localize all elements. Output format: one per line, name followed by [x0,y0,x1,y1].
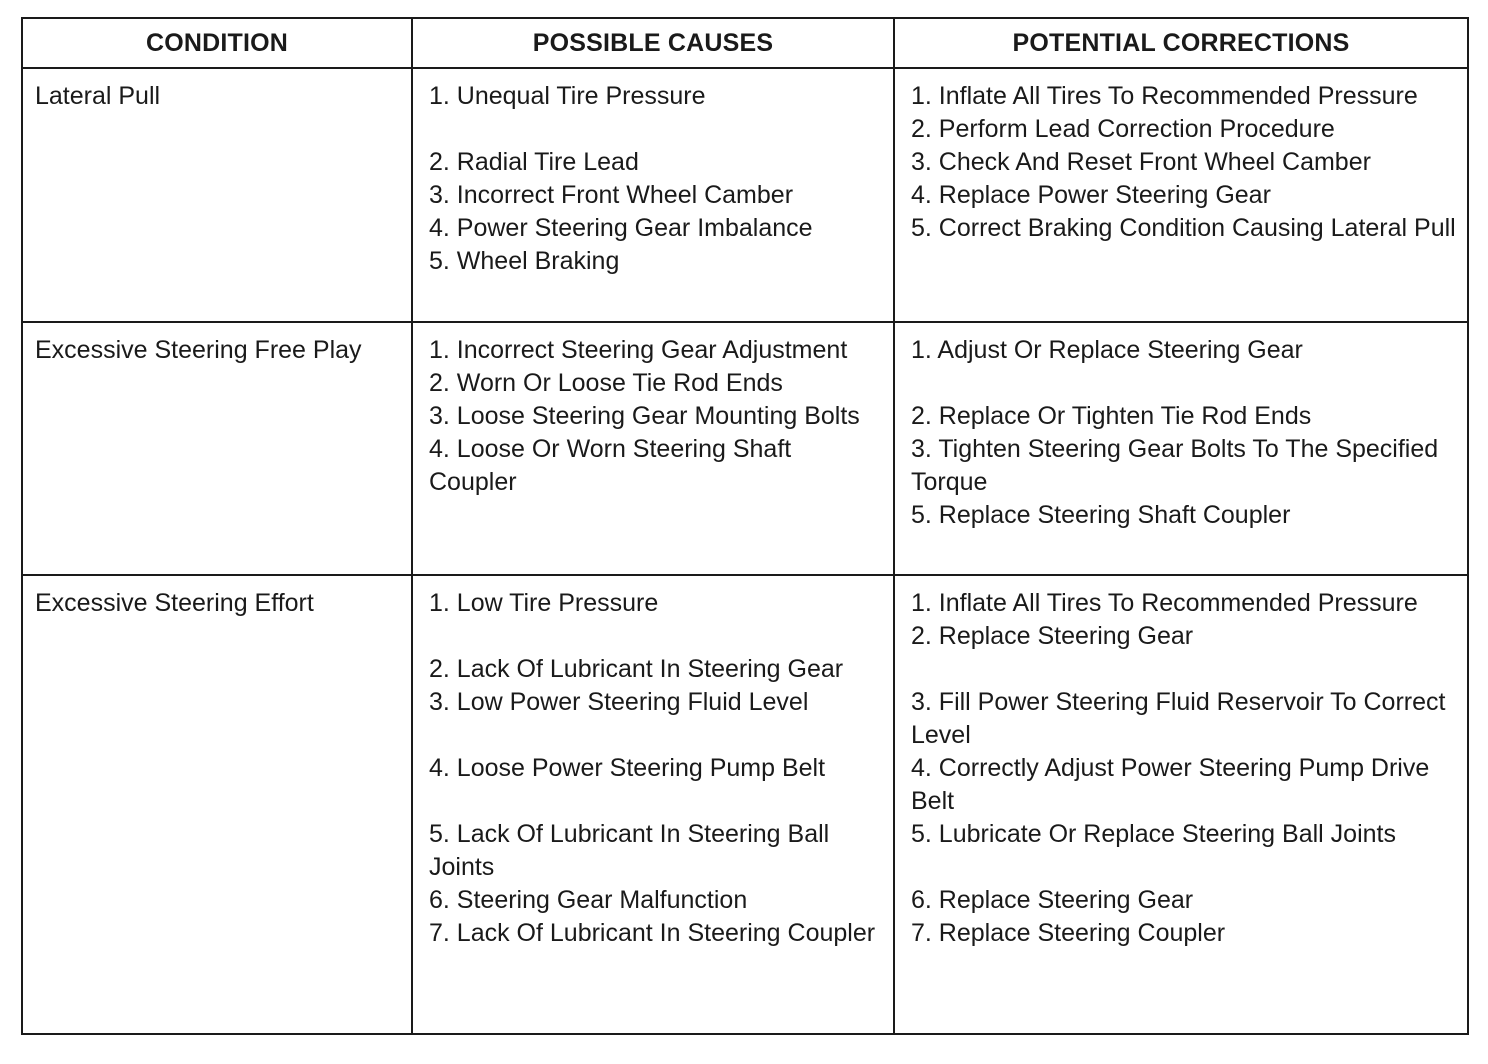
header-potential-corrections: POTENTIAL CORRECTIONS [894,18,1468,68]
condition-cell [22,322,412,576]
correction-item: 4. Correctly Adjust Power Steering Pump Drive Belt [911,754,1430,816]
causes-cell [412,322,894,576]
correction-item: 5. Replace Steering Shaft Coupler [911,500,1291,529]
correction-item: 3. Fill Power Steering Fluid Reservoir To Correct Level [911,688,1446,750]
table-row [22,68,1468,322]
cause-item: 2. Lack Of Lubricant In Steering Gear [429,655,844,684]
causes-cell [412,68,894,322]
corrections-cell [894,322,1468,576]
condition-text: Lateral Pull [35,82,161,110]
cause-item: 4. Power Steering Gear Imbalance [429,214,813,242]
corrections-cell [894,68,1468,322]
condition-text: Excessive Steering Free Play [35,335,362,364]
diagnosis-page [21,17,1467,1035]
header-possible-causes: POSSIBLE CAUSES [412,18,894,68]
cause-item: 4. Loose Power Steering Pump Belt [429,754,826,783]
cause-item: 3. Loose Steering Gear Mounting Bolts [429,401,860,430]
header-row [22,18,1468,68]
correction-item: 3. Tighten Steering Gear Bolts To The Specified Torque [911,434,1439,496]
correction-item: 2. Replace Or Tighten Tie Rod Ends [911,401,1312,430]
table-row [22,322,1468,576]
correction-item: 5. Correct Braking Condition Causing Lateral Pull [911,214,1456,242]
cause-item: 5. Wheel Braking [429,247,620,275]
correction-item: 5. Lubricate Or Replace Steering Ball Joints [911,820,1396,849]
cause-item: 1. Unequal Tire Pressure [429,82,706,110]
correction-item: 2. Replace Steering Gear [911,622,1194,651]
correction-item: 4. Replace Power Steering Gear [911,181,1271,209]
table-row [22,575,1468,1034]
cause-item: 5. Lack Of Lubricant In Steering Ball Joints [429,820,830,882]
cause-item: 7. Lack Of Lubricant In Steering Coupler [429,919,876,948]
correction-item: 1. Adjust Or Replace Steering Gear [911,335,1303,364]
cause-item: 6. Steering Gear Malfunction [429,886,748,915]
cause-item: 2. Radial Tire Lead [429,148,639,176]
cause-item: 1. Low Tire Pressure [429,589,659,618]
correction-item: 3. Check And Reset Front Wheel Camber [911,148,1371,176]
correction-item: 1. Inflate All Tires To Recommended Pressure [911,589,1418,618]
condition-text: Excessive Steering Effort [35,589,314,618]
correction-item: 7. Replace Steering Coupler [911,919,1226,948]
correction-item: 1. Inflate All Tires To Recommended Pressure [911,82,1418,110]
cause-item: 1. Incorrect Steering Gear Adjustment [429,335,848,364]
cause-item: 3. Low Power Steering Fluid Level [429,688,809,717]
condition-cell [22,68,412,322]
cause-item: 4. Loose Or Worn Steering Shaft Coupler [429,434,792,496]
corrections-cell [894,575,1468,1034]
header-condition: CONDITION [22,18,412,68]
cause-item: 2. Worn Or Loose Tie Rod Ends [429,368,783,397]
diagnosis-table [21,17,1469,1035]
correction-item: 6. Replace Steering Gear [911,886,1194,915]
correction-item: 2. Perform Lead Correction Procedure [911,115,1335,143]
causes-cell [412,575,894,1034]
cause-item: 3. Incorrect Front Wheel Camber [429,181,794,209]
condition-cell [22,575,412,1034]
